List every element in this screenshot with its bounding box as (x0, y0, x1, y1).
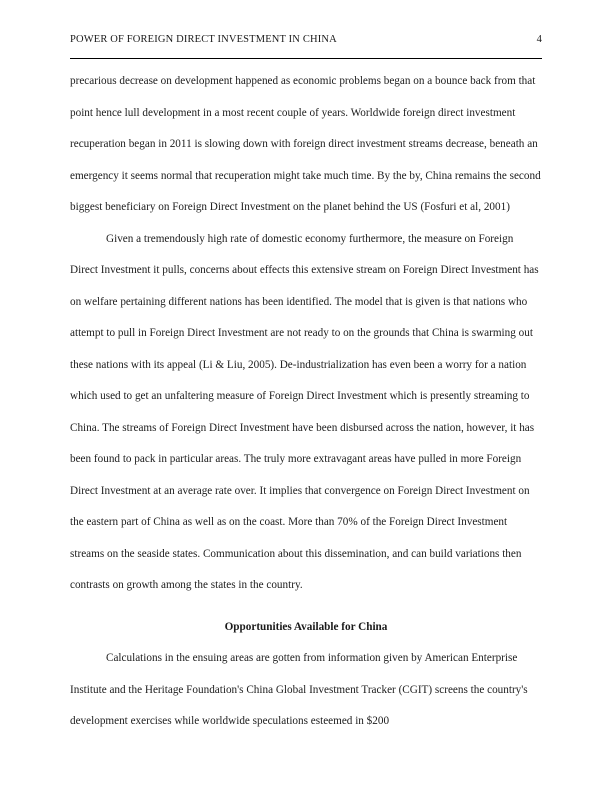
body-paragraph-1: precarious decrease on development happened as economic problems began on a bounce back from that point hence lull development in a most recent couple of years. Worldwide foreign direct investment recuperation began in 2011 is slowing down with foreign direct investment streams decrease, beneath an emergency it seems normal that recuperation might take much time. By the by, China remains the second biggest beneficiary on Foreign Direct Investment on the planet behind the US (Fosfuri et al, 2001) (70, 75, 541, 213)
document-body (70, 66, 542, 738)
body-paragraph-3: Calculations in the ensuing areas are gotten from information given by American Enterprise Institute and the Heritage Foundation's China Global Investment Tracker (CGIT) screens the country's development exercises while worldwide speculations esteemed in $200 (70, 652, 528, 727)
section-subheading: Opportunities Available for China (224, 620, 388, 633)
page-number: 4 (536, 34, 542, 45)
body-paragraph-2: Given a tremendously high rate of domestic economy furthermore, the measure on Foreign Direct Investment it pulls, concerns about effects this extensive stream on Foreign Direct Investment has on welfare pertaining different nations has been identified. The model that is given is that nations who attempt to pull in Foreign Direct Investment are not ready to on the grounds that China is swarming out these nations with its appeal (Li & Liu, 2005). De-industrialization has even been a worry for a nation which used to get an unfaltering measure of Foreign Direct Investment which is presently streaming to China. The streams of Foreign Direct Investment have been disbursed across the nation, however, it has been found to pack in particular areas. The truly more extravagant areas have pulled in more Foreign Direct Investment at an average rate over. It implies that convergence on Foreign Direct Investment on the eastern part of China as well as on the coast. More than 70% of the Foreign Direct Investment streams on the seaside states. Communication about this dissemination, and can build variations then contrasts on growth among the states in the country. (70, 232, 539, 591)
running-head-title: POWER OF FOREIGN DIRECT INVESTMENT IN CHINA (70, 34, 337, 45)
header-divider (70, 58, 542, 59)
page-header (70, 34, 542, 45)
